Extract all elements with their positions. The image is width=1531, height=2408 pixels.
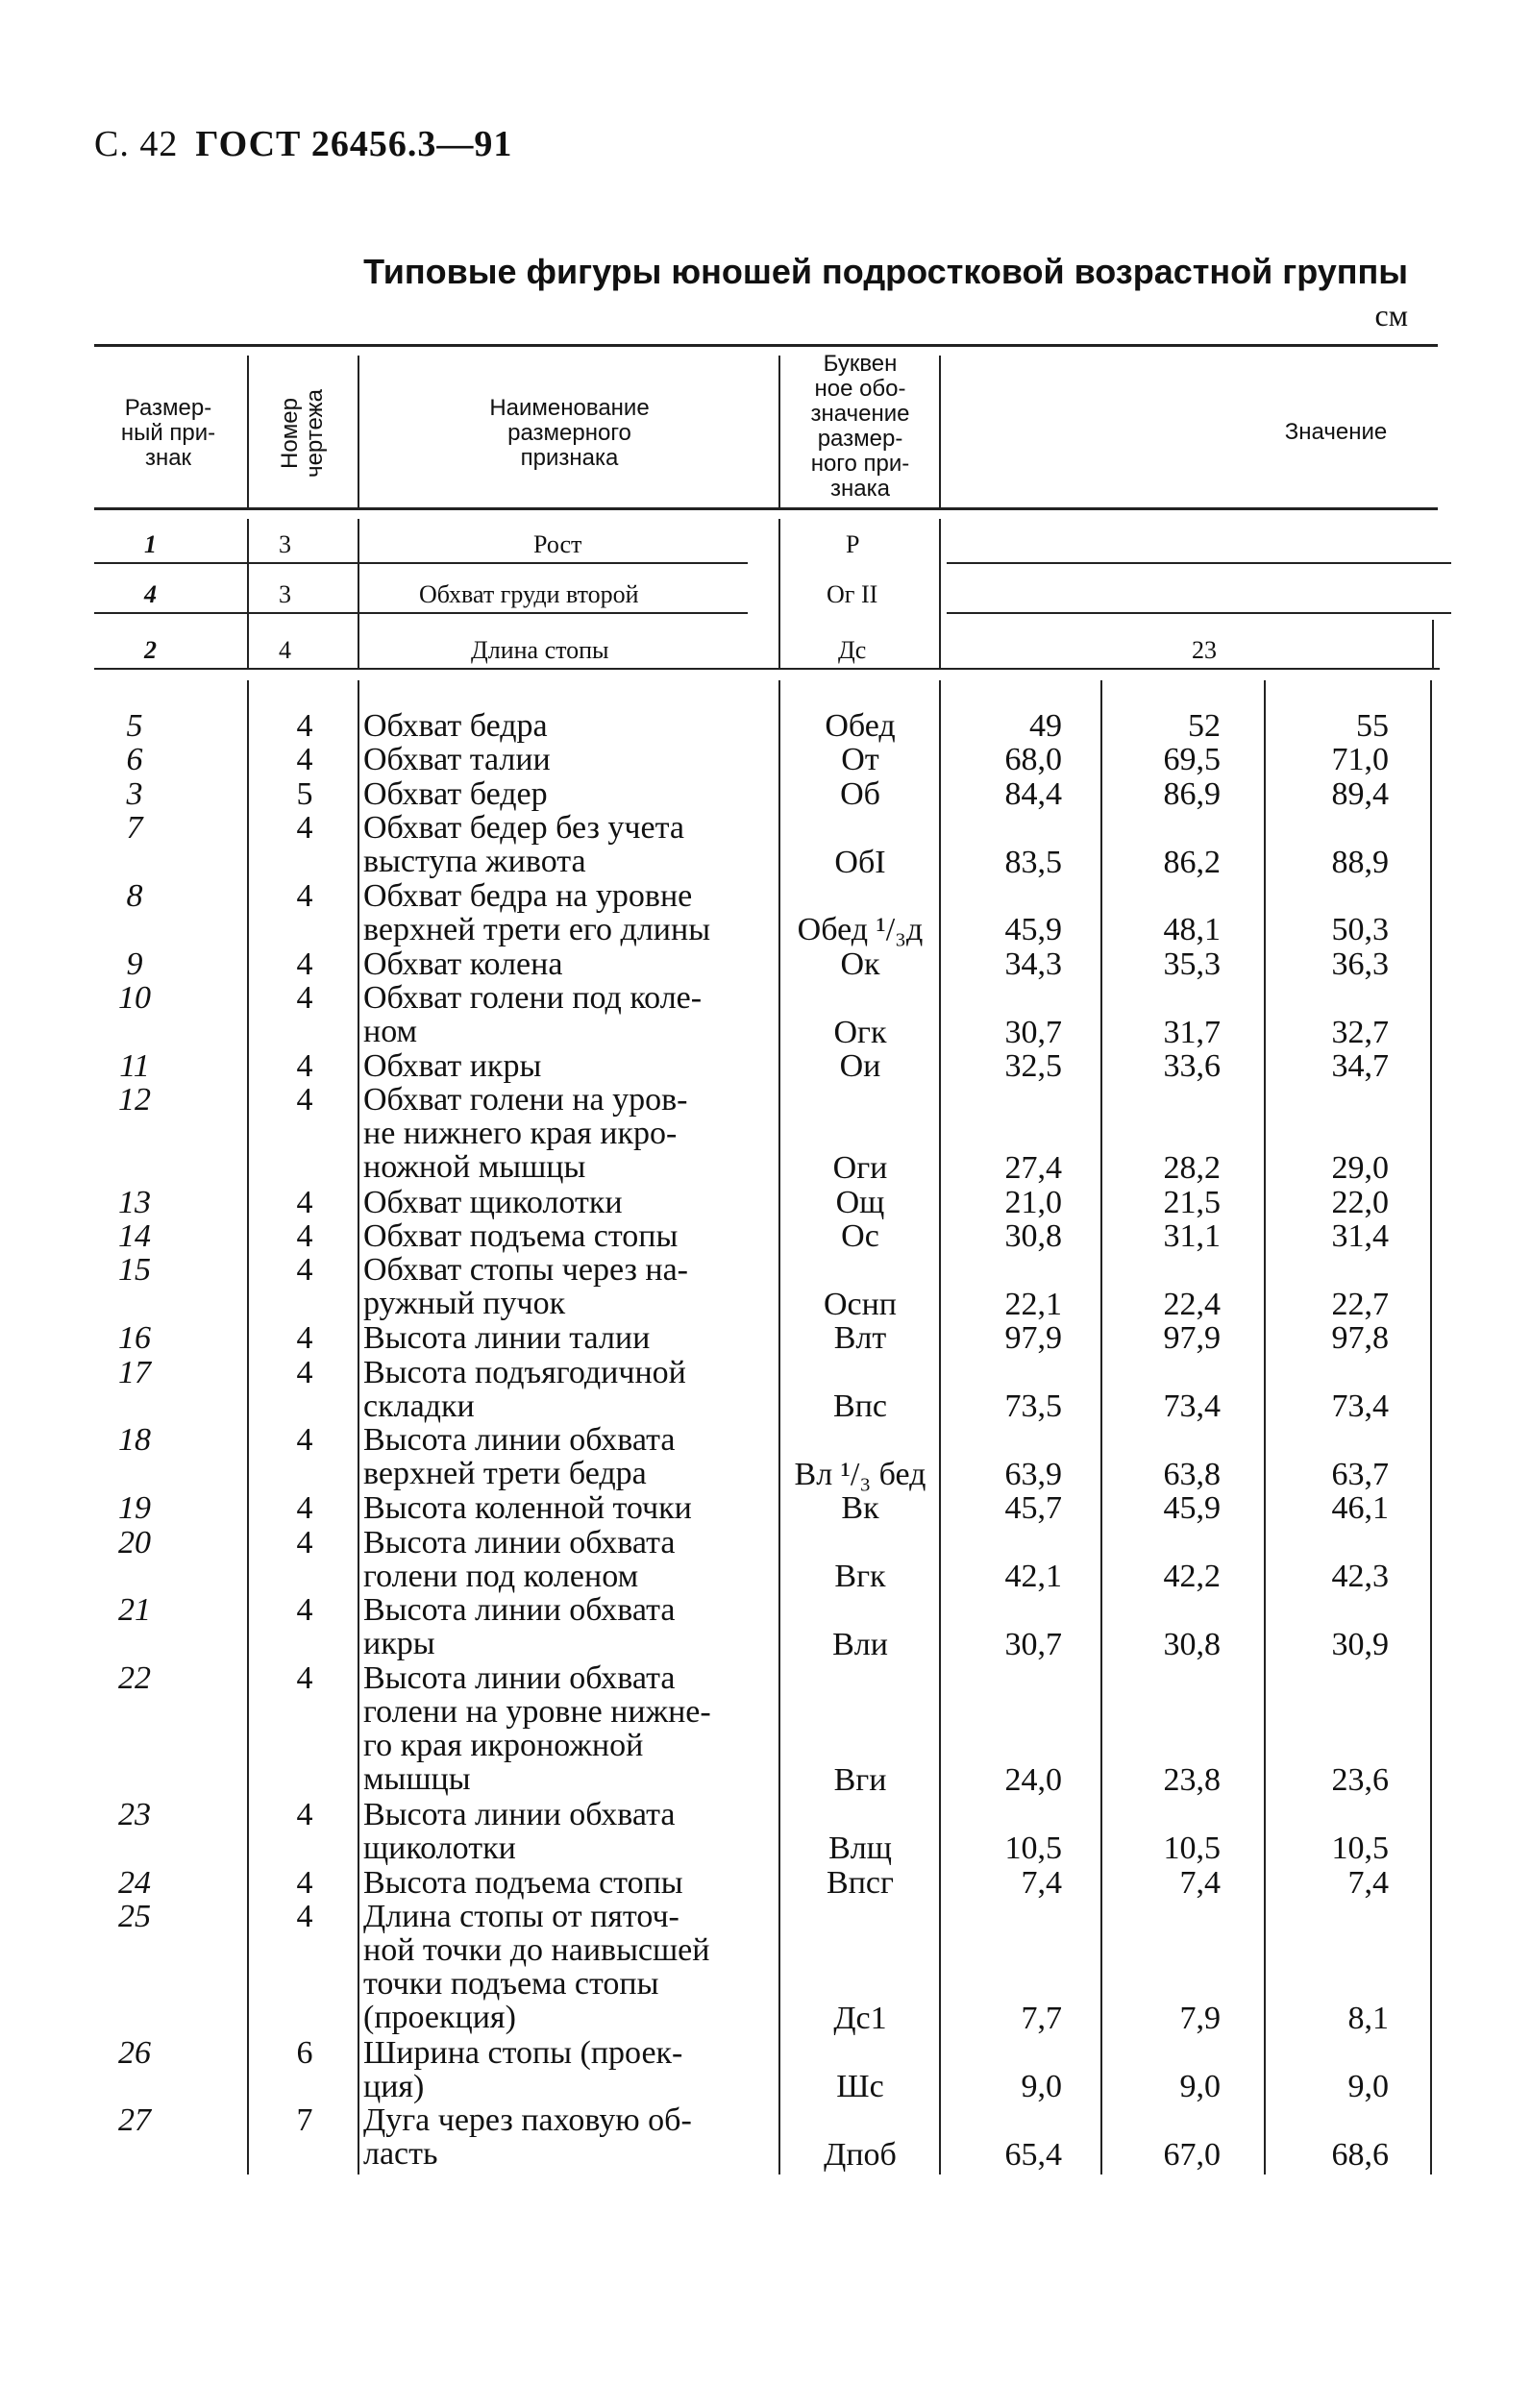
unit-label: см <box>1374 298 1408 332</box>
column-divider <box>247 680 249 2175</box>
row-rule <box>94 562 748 564</box>
value-cell: 86,9 <box>1163 775 1221 812</box>
value-cell: 65,4 <box>1004 2136 1062 2173</box>
value-cell: 42,3 <box>1331 1558 1389 1594</box>
value-cell: 31,7 <box>1163 1014 1221 1050</box>
feature-number: 21 <box>118 1592 151 1629</box>
feature-symbol: Дпоб <box>824 2136 897 2173</box>
row-divider <box>358 519 359 668</box>
column-divider <box>1100 680 1102 2175</box>
drawing-number: 4 <box>296 1320 313 1357</box>
feature-name: Высота подъема стопы <box>363 1864 683 1901</box>
drawing-number: 4 <box>296 1524 313 1560</box>
column-divider <box>939 680 941 2175</box>
value-cell: 86,2 <box>1163 844 1221 880</box>
feature-number: 12 <box>118 1082 151 1118</box>
value-cell: 63,8 <box>1163 1456 1221 1492</box>
drawing-number: 6 <box>296 2034 313 2071</box>
feature-symbol: Обед <box>825 708 896 744</box>
row-rule <box>947 612 1451 614</box>
feature-symbol: Ог II <box>827 580 878 608</box>
feature-name: Обхват груди второй <box>419 580 639 608</box>
feature-name: Высота коленной точки <box>363 1490 692 1527</box>
value-cell: 35,3 <box>1163 946 1221 982</box>
value-cell: 89,4 <box>1331 775 1389 812</box>
row-divider <box>778 519 780 668</box>
feature-number: 2 <box>144 636 157 664</box>
value-cell: 42,2 <box>1163 1558 1221 1594</box>
feature-name: Высота линии обхвата голени под коленом <box>363 1524 676 1594</box>
value-cell: 97,9 <box>1163 1320 1221 1357</box>
value-cell: 21,5 <box>1163 1184 1221 1220</box>
value-cell: 9,0 <box>1021 2068 1062 2104</box>
feature-symbol: Ои <box>839 1048 881 1084</box>
drawing-number: 4 <box>296 1592 313 1629</box>
value-cell: 68,0 <box>1004 742 1062 778</box>
feature-name: Обхват щиколотки <box>363 1184 623 1220</box>
value-cell: 24,0 <box>1004 1762 1062 1799</box>
feature-number: 14 <box>118 1218 151 1254</box>
feature-name: Обхват бедер <box>363 775 548 812</box>
feature-number: 26 <box>118 2034 151 2071</box>
feature-number: 18 <box>118 1422 151 1459</box>
standard-code: ГОСТ 26456.3—91 <box>195 124 513 164</box>
value-cell: 22,0 <box>1331 1184 1389 1220</box>
feature-number: 24 <box>118 1864 151 1901</box>
feature-symbol: От <box>841 742 879 778</box>
value-cell: 7,7 <box>1021 2001 1062 2037</box>
feature-number: 9 <box>126 946 143 982</box>
drawing-number: 4 <box>296 1422 313 1459</box>
feature-symbol: Огк <box>833 1014 887 1050</box>
feature-name: Обхват бедер без учета выступа живота <box>363 810 684 880</box>
value-cell: 22,7 <box>1331 1286 1389 1322</box>
feature-name: Обхват бедра на уровне верхней трети его длины <box>363 878 711 947</box>
header-divider <box>358 356 359 507</box>
feature-name: Высота линии талии <box>363 1320 651 1357</box>
drawing-number: 4 <box>296 1252 313 1289</box>
feature-symbol: Ос <box>841 1218 879 1254</box>
feature-symbol: Вгк <box>834 1558 886 1594</box>
value-cell: 46,1 <box>1331 1490 1389 1527</box>
feature-symbol: Дс1 <box>833 2001 887 2037</box>
feature-symbol: Ощ <box>835 1184 885 1220</box>
column-header-name: Наименование размерного признака <box>489 395 650 471</box>
feature-symbol: ОбI <box>834 844 886 880</box>
feature-name: Обхват колена <box>363 946 563 982</box>
feature-number: 20 <box>118 1524 151 1560</box>
value-cell: 69,5 <box>1163 742 1221 778</box>
column-header-feature: Размер- ный при- знак <box>120 395 216 471</box>
feature-number: 10 <box>118 980 151 1017</box>
feature-number: 5 <box>126 708 143 744</box>
value-cell: 63,9 <box>1004 1456 1062 1492</box>
row-divider <box>939 519 941 668</box>
value-cell: 63,7 <box>1331 1456 1389 1492</box>
drawing-number: 4 <box>296 1864 313 1901</box>
value-cell: 33,6 <box>1163 1048 1221 1084</box>
header-bottom-rule <box>94 507 1438 510</box>
value-cell: 23,8 <box>1163 1762 1221 1799</box>
value-cell: 7,4 <box>1179 1864 1221 1901</box>
feature-number: 22 <box>118 1660 151 1697</box>
feature-symbol: Вк <box>841 1490 879 1527</box>
drawing-number: 3 <box>279 580 291 608</box>
value-cell: 34,7 <box>1331 1048 1389 1084</box>
header-divider <box>939 356 941 507</box>
value-cell: 50,3 <box>1331 912 1389 948</box>
feature-number: 19 <box>118 1490 151 1527</box>
value-cell: 30,8 <box>1004 1218 1062 1254</box>
value-cell: 30,7 <box>1004 1014 1062 1050</box>
header-divider <box>247 356 249 507</box>
column-divider <box>778 680 780 2175</box>
feature-name: Обхват стопы через на- ружный пучок <box>363 1252 689 1322</box>
row-rule <box>94 612 748 614</box>
drawing-number: 4 <box>296 1899 313 1934</box>
feature-name: Длина стопы <box>471 636 609 664</box>
feature-name: Высота линии обхвата икры <box>363 1592 676 1662</box>
feature-name: Ширина стопы (проек- ция) <box>363 2034 683 2104</box>
value-cell: 88,9 <box>1331 844 1389 880</box>
value-cell: 8,1 <box>1347 2001 1389 2037</box>
feature-symbol: Впс <box>833 1388 887 1424</box>
feature-number: 6 <box>126 742 143 778</box>
feature-symbol: Р <box>846 530 860 558</box>
feature-number: 15 <box>118 1252 151 1289</box>
value-cell: 73,4 <box>1163 1388 1221 1424</box>
row-divider <box>1432 620 1434 668</box>
drawing-number: 4 <box>296 1082 313 1118</box>
value-cell: 31,4 <box>1331 1218 1389 1254</box>
column-divider <box>1264 680 1266 2175</box>
feature-number: 23 <box>118 1796 151 1832</box>
drawing-number: 4 <box>296 1490 313 1527</box>
feature-number: 8 <box>126 878 143 914</box>
value-cell: 52 <box>1188 708 1221 744</box>
page-header <box>94 123 512 165</box>
feature-name: Обхват голени на уров- не нижнего края икро- ножной мышцы <box>363 1082 688 1186</box>
feature-symbol: Ок <box>840 946 880 982</box>
feature-symbol: Дс <box>838 636 867 664</box>
feature-name: Высота линии обхвата голени на уровне нижне- го края икроножной мышцы <box>363 1660 711 1798</box>
feature-symbol: Вли <box>832 1626 888 1662</box>
header-divider <box>778 356 780 507</box>
drawing-number: 4 <box>296 878 313 914</box>
drawing-number: 4 <box>296 708 313 744</box>
feature-symbol: Вги <box>833 1762 887 1799</box>
value-cell: 71,0 <box>1331 742 1389 778</box>
feature-number: 4 <box>144 580 157 608</box>
feature-symbol: Шс <box>836 2068 884 2104</box>
drawing-number: 3 <box>279 530 291 558</box>
value-cell: 29,0 <box>1331 1150 1389 1187</box>
value-cell: 36,3 <box>1331 946 1389 982</box>
value-cell: 68,6 <box>1331 2136 1389 2173</box>
value-cell: 7,4 <box>1347 1864 1389 1901</box>
value-cell: 83,5 <box>1004 844 1062 880</box>
value-cell: 7,9 <box>1179 2001 1221 2037</box>
feature-number: 25 <box>118 1899 151 1934</box>
feature-symbol: Оги <box>832 1150 888 1187</box>
feature-name: Обхват подъема стопы <box>363 1218 679 1254</box>
value-cell: 49 <box>1029 708 1062 744</box>
value-cell: 55 <box>1356 708 1389 744</box>
feature-symbol: Оснп <box>823 1286 898 1322</box>
feature-symbol: Обед ¹/₃д <box>797 912 924 948</box>
feature-name: Высота линии обхвата щиколотки <box>363 1796 676 1866</box>
feature-name: Высота линии обхвата верхней трети бедра <box>363 1422 676 1492</box>
value-cell: 31,1 <box>1163 1218 1221 1254</box>
row-divider <box>247 519 249 668</box>
table-title: Типовые фигуры юношей подростковой возрастной группы <box>363 252 1408 291</box>
feature-number: 27 <box>118 2102 151 2139</box>
value-cell: 30,8 <box>1163 1626 1221 1662</box>
drawing-number: 4 <box>296 946 313 982</box>
value-cell: 27,4 <box>1004 1150 1062 1187</box>
value-cell: 9,0 <box>1347 2068 1389 2104</box>
value-cell: 22,4 <box>1163 1286 1221 1322</box>
feature-number: 3 <box>126 775 143 812</box>
value-cell: 73,4 <box>1331 1388 1389 1424</box>
feature-number: 16 <box>118 1320 151 1357</box>
row-rule <box>94 668 1440 670</box>
value-cell: 21,0 <box>1004 1184 1062 1220</box>
drawing-number: 4 <box>296 1184 313 1220</box>
drawing-number: 4 <box>279 636 291 664</box>
column-divider <box>358 680 359 2175</box>
column-header-drawing: Номер чертежа <box>277 389 328 478</box>
value-cell: 10,5 <box>1004 1831 1062 1867</box>
value-cell: 42,1 <box>1004 1558 1062 1594</box>
value-cell: 10,5 <box>1163 1831 1221 1867</box>
feature-value: 23 <box>1192 636 1217 664</box>
value-cell: 22,1 <box>1004 1286 1062 1322</box>
value-cell: 84,4 <box>1004 775 1062 812</box>
value-cell: 30,7 <box>1004 1626 1062 1662</box>
value-cell: 30,9 <box>1331 1626 1389 1662</box>
page-number: С. 42 <box>94 124 179 164</box>
drawing-number: 7 <box>296 2102 313 2139</box>
drawing-number: 4 <box>296 1354 313 1390</box>
feature-name: Обхват талии <box>363 742 551 778</box>
value-cell: 67,0 <box>1163 2136 1221 2173</box>
drawing-number: 4 <box>296 742 313 778</box>
feature-symbol: Влщ <box>828 1831 892 1867</box>
column-divider <box>1430 680 1432 2175</box>
feature-name: Длина стопы от пяточ- ной точки до наивысшей точки подъема стопы (проекция) <box>363 1899 710 2035</box>
value-cell: 45,9 <box>1163 1490 1221 1527</box>
drawing-number: 4 <box>296 810 313 847</box>
feature-symbol: Об <box>840 775 880 812</box>
value-cell: 9,0 <box>1179 2068 1221 2104</box>
value-cell: 23,6 <box>1331 1762 1389 1799</box>
feature-symbol: Впсг <box>827 1864 894 1901</box>
drawing-number: 4 <box>296 980 313 1017</box>
column-header-values: Значение <box>1284 419 1388 445</box>
feature-number: 17 <box>118 1354 151 1390</box>
value-cell: 34,3 <box>1004 946 1062 982</box>
value-cell: 28,2 <box>1163 1150 1221 1187</box>
feature-number: 13 <box>118 1184 151 1220</box>
row-rule <box>947 562 1451 564</box>
table-top-rule <box>94 344 1438 347</box>
value-cell: 45,7 <box>1004 1490 1062 1527</box>
value-cell: 45,9 <box>1004 912 1062 948</box>
feature-name: Дуга через паховую об- ласть <box>363 2102 692 2173</box>
feature-number: 11 <box>119 1048 150 1084</box>
drawing-number: 4 <box>296 1048 313 1084</box>
feature-symbol: Вл ¹/₃ бед <box>794 1456 926 1492</box>
feature-name: Обхват голени под коле- ном <box>363 980 703 1050</box>
feature-number: 1 <box>144 530 157 558</box>
feature-name: Высота подъягодичной складки <box>363 1354 686 1424</box>
feature-name: Обхват икры <box>363 1048 542 1084</box>
feature-symbol: Влт <box>833 1320 887 1357</box>
value-cell: 7,4 <box>1021 1864 1062 1901</box>
value-cell: 32,5 <box>1004 1048 1062 1084</box>
drawing-number: 5 <box>296 775 313 812</box>
column-header-symbol: Буквен ное обо- значение размер- ного при- знака <box>810 351 910 502</box>
drawing-number: 4 <box>296 1796 313 1832</box>
feature-name: Обхват бедра <box>363 708 548 744</box>
drawing-number: 4 <box>296 1660 313 1697</box>
value-cell: 97,9 <box>1004 1320 1062 1357</box>
feature-number: 7 <box>126 810 143 847</box>
value-cell: 32,7 <box>1331 1014 1389 1050</box>
feature-name: Рост <box>533 530 582 558</box>
value-cell: 97,8 <box>1331 1320 1389 1357</box>
value-cell: 48,1 <box>1163 912 1221 948</box>
drawing-number: 4 <box>296 1218 313 1254</box>
value-cell: 10,5 <box>1331 1831 1389 1867</box>
value-cell: 73,5 <box>1004 1388 1062 1424</box>
